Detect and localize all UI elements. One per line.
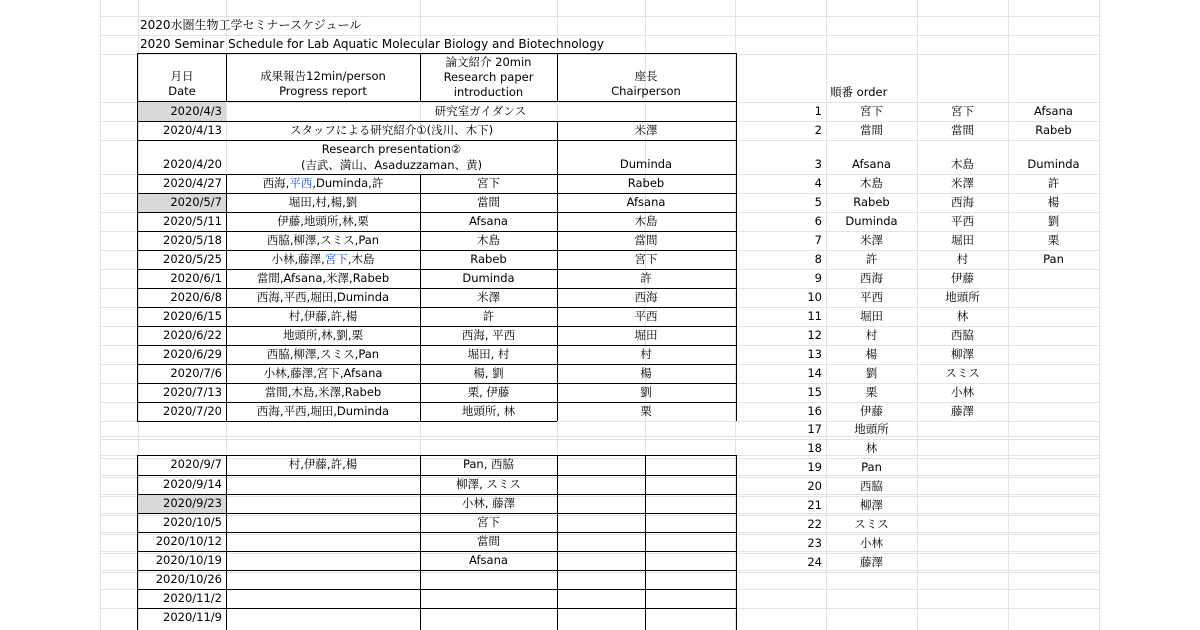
order-number[interactable]: 20 [807, 479, 822, 493]
paper-intro-cell[interactable]: Afsana [469, 214, 508, 228]
order-header[interactable]: 順番 order [830, 85, 888, 99]
paper-intro-cell[interactable]: Pan, 西脇 [462, 457, 515, 471]
paper-intro-cell[interactable]: 楊, 劉 [473, 366, 504, 380]
order-number[interactable]: 13 [807, 347, 822, 361]
highlighted-name: 宮下 [324, 252, 348, 266]
order-number[interactable]: 17 [807, 422, 822, 436]
paper-intro-cell[interactable]: 栗, 伊藤 [467, 385, 510, 399]
order-name-a[interactable]: 柳澤 [860, 498, 883, 512]
date-cell[interactable]: 2020/6/8 [170, 290, 222, 304]
grid-row-line [100, 572, 1099, 573]
order-name-c[interactable]: Rabeb [1035, 123, 1072, 137]
paper-intro-cell[interactable]: 許 [482, 309, 495, 323]
table-border-v [736, 53, 737, 421]
order-name-c[interactable]: Duminda [1027, 157, 1080, 171]
order-number[interactable]: 18 [807, 441, 822, 455]
order-name-b[interactable]: 地頭所 [945, 290, 980, 304]
order-number[interactable]: 4 [814, 176, 822, 190]
date-cell[interactable]: 2020/11/2 [163, 591, 222, 605]
table-border-h [137, 212, 557, 213]
table-border-h [137, 475, 737, 476]
date-cell[interactable]: 2020/5/18 [163, 233, 222, 247]
order-name-c[interactable]: Afsana [1034, 104, 1073, 118]
header-paper-line2: Research paper [443, 70, 534, 84]
merged-event-cell[interactable]: スタッフによる研究紹介①(浅川、木下) [289, 123, 494, 137]
table-border-v [557, 455, 558, 630]
paper-intro-cell[interactable]: Afsana [469, 553, 508, 567]
date-cell[interactable]: 2020/6/15 [163, 309, 222, 323]
table-border-h [557, 269, 737, 270]
date-cell[interactable]: 2020/5/7 [170, 195, 222, 209]
header-paper-cell[interactable] [420, 55, 557, 100]
paper-intro-cell[interactable]: 米澤 [477, 290, 500, 304]
order-name-a[interactable]: スミス [854, 517, 889, 531]
date-cell[interactable]: 2020/6/1 [170, 271, 222, 285]
header-date-cell[interactable] [138, 69, 226, 99]
table-border-v [420, 174, 421, 421]
sheet-title-english[interactable]: 2020 Seminar Schedule for Lab Aquatic Molecular Biology and Biotechnology [140, 37, 604, 51]
order-name-c[interactable]: 栗 [1047, 233, 1060, 247]
order-name-b[interactable]: 伊藤 [951, 271, 974, 285]
header-progress-jp: 成果報告12min/person [260, 69, 386, 83]
order-name-c[interactable]: 許 [1047, 176, 1060, 190]
chairperson-cell[interactable]: 堀田 [634, 328, 658, 342]
order-name-a[interactable]: Afsana [852, 157, 891, 171]
merged-event-cell[interactable]: 研究室ガイダンス [434, 104, 527, 118]
paper-intro-cell[interactable]: 當間 [477, 195, 500, 209]
progress-report-cell[interactable]: 當間,Afsana,米澤,Rabeb [256, 271, 390, 285]
table-border-h [557, 250, 737, 251]
chairperson-cell[interactable]: 米澤 [634, 123, 658, 137]
table-border-v [226, 53, 227, 102]
grid-row-line [100, 496, 1099, 497]
table-border-h [137, 326, 557, 327]
order-name-a[interactable]: 小林 [860, 536, 883, 550]
date-cell[interactable]: 2020/4/3 [170, 104, 222, 118]
table-border-h [137, 288, 557, 289]
table-border-h [557, 212, 737, 213]
date-cell[interactable]: 2020/5/11 [163, 214, 222, 228]
merged-event-line1[interactable]: Research presentation② [321, 142, 462, 156]
paper-intro-cell[interactable]: 宮下 [477, 515, 500, 529]
grid-row-line [100, 54, 1099, 55]
chairperson-cell[interactable]: 楊 [640, 366, 652, 380]
date-cell[interactable]: 2020/4/20 [163, 157, 222, 171]
header-date-jp: 月日 [170, 69, 194, 83]
order-name-a[interactable]: 木島 [860, 176, 883, 190]
order-name-b[interactable]: 柳澤 [951, 347, 974, 361]
table-border-v [420, 53, 421, 102]
date-cell[interactable]: 2020/10/12 [155, 534, 222, 548]
table-border-h [137, 608, 737, 609]
order-name-b[interactable]: 西脇 [951, 328, 974, 342]
order-name-a[interactable]: 許 [865, 252, 878, 266]
date-cell[interactable]: 2020/7/13 [163, 385, 222, 399]
table-border-v [137, 53, 138, 421]
table-border-h [557, 193, 737, 194]
progress-report-cell[interactable] [226, 250, 420, 269]
table-border-h [137, 532, 737, 533]
order-number[interactable]: 1 [814, 104, 822, 118]
table-border-h [137, 402, 557, 403]
order-name-b[interactable]: 村 [956, 252, 969, 266]
table-border-h [557, 364, 737, 365]
order-name-b[interactable]: 西海 [951, 195, 974, 209]
order-name-c[interactable]: 楊 [1047, 195, 1060, 209]
table-border-h [137, 101, 737, 102]
paper-intro-cell[interactable]: 木島 [477, 233, 500, 247]
order-name-b[interactable]: 宮下 [951, 104, 974, 118]
table-border-h [137, 421, 557, 422]
order-name-a[interactable]: 村 [865, 328, 878, 342]
paper-intro-cell[interactable]: 柳澤, スミス [456, 477, 521, 491]
order-name-a[interactable]: 栗 [865, 385, 878, 399]
order-name-a[interactable]: 米澤 [860, 233, 883, 247]
table-border-h [137, 250, 557, 251]
table-border-v [226, 455, 227, 630]
order-name-a[interactable]: 地頭所 [854, 422, 889, 436]
order-name-a[interactable]: 楊 [865, 347, 878, 361]
table-border-h [137, 570, 737, 571]
header-date-en: Date [168, 84, 196, 98]
date-cell[interactable]: 2020/9/14 [163, 477, 222, 491]
progress-report-cell[interactable]: 小林,藤澤,宮下,Afsana [263, 366, 383, 380]
progress-report-cell[interactable]: 地頭所,林,劉,栗 [283, 328, 363, 342]
header-chair-jp: 座長 [634, 69, 658, 83]
table-border-h [137, 174, 737, 175]
table-border-h [557, 326, 737, 327]
order-number[interactable]: 24 [807, 555, 822, 569]
progress-report-cell[interactable]: 堀田,村,楊,劉 [288, 195, 358, 209]
table-border-v [645, 455, 646, 630]
order-name-a[interactable]: 林 [865, 441, 878, 455]
order-number[interactable]: 23 [807, 536, 822, 550]
progress-report-cell[interactable]: 伊藤,地頭所,林,栗 [277, 214, 369, 228]
order-number[interactable]: 14 [807, 366, 822, 380]
progress-report-cell[interactable]: 村,伊藤,許,楊 [288, 309, 358, 323]
header-progress-cell[interactable] [226, 69, 420, 99]
order-name-a[interactable]: 西海 [860, 271, 883, 285]
order-name-b[interactable]: 堀田 [951, 233, 974, 247]
table-border-h [557, 231, 737, 232]
chairperson-cell[interactable]: 村 [640, 347, 652, 361]
progress-report-cell[interactable] [226, 174, 420, 193]
order-name-a[interactable]: 劉 [865, 366, 878, 380]
table-border-h [137, 513, 737, 514]
chairperson-cell[interactable]: 木島 [634, 214, 658, 228]
table-border-h [137, 364, 557, 365]
order-name-b[interactable]: 米澤 [951, 176, 974, 190]
grid-col-line [100, 0, 101, 630]
table-border-h [137, 589, 737, 590]
order-number[interactable]: 16 [807, 404, 822, 418]
date-cell[interactable]: 2020/10/26 [155, 572, 222, 586]
date-cell[interactable]: 2020/10/19 [155, 553, 222, 567]
name-text: ,木島 [347, 252, 375, 266]
order-name-a[interactable]: 堀田 [860, 309, 883, 323]
order-number[interactable]: 12 [807, 328, 822, 342]
order-number[interactable]: 3 [814, 157, 822, 171]
table-border-v [557, 121, 558, 421]
grid-col-line [1099, 0, 1100, 630]
order-number[interactable]: 6 [814, 214, 822, 228]
chairperson-cell[interactable]: 劉 [640, 385, 652, 399]
paper-intro-cell[interactable]: 當間 [477, 534, 500, 548]
order-number[interactable]: 10 [807, 290, 822, 304]
chairperson-cell[interactable]: 平西 [634, 309, 658, 323]
grid-col-line [1008, 0, 1009, 630]
date-cell[interactable]: 2020/5/25 [163, 252, 222, 266]
chairperson-cell[interactable]: 栗 [640, 404, 652, 418]
table-border-h [137, 551, 737, 552]
header-paper-line1: 論文紹介 20min [445, 55, 532, 69]
header-paper-line3: introduction [453, 85, 524, 99]
highlighted-name: 平西 [289, 176, 313, 190]
progress-report-cell[interactable]: 西海,平西,堀田,Duminda [256, 290, 390, 304]
table-border-h [137, 455, 737, 456]
table-border-h [557, 383, 737, 384]
order-number[interactable]: 8 [814, 252, 822, 266]
order-name-a[interactable]: 當間 [860, 123, 883, 137]
paper-intro-cell[interactable]: Rabeb [470, 252, 507, 266]
grid-row-line [100, 534, 1099, 535]
order-name-a[interactable]: 伊藤 [860, 404, 883, 418]
date-cell[interactable]: 2020/11/9 [163, 610, 222, 624]
table-border-h [557, 288, 737, 289]
name-text: 西海, [262, 176, 290, 190]
grid-row-line [100, 436, 1099, 437]
date-cell[interactable]: 2020/4/27 [163, 176, 222, 190]
date-cell[interactable]: 2020/9/7 [170, 457, 222, 471]
paper-intro-cell[interactable]: 西海, 平西 [461, 328, 516, 342]
grid-row-line [100, 439, 1099, 440]
order-name-b[interactable]: スミス [945, 366, 980, 380]
order-number[interactable]: 5 [814, 195, 822, 209]
table-border-v [736, 455, 737, 630]
date-cell[interactable]: 2020/4/13 [163, 123, 222, 137]
order-name-b[interactable]: 林 [956, 309, 969, 323]
order-name-b[interactable]: 木島 [951, 157, 974, 171]
table-border-h [137, 307, 557, 308]
table-border-v [226, 174, 227, 421]
progress-report-cell[interactable]: 西脇,柳澤,スミス,Pan [266, 233, 380, 247]
grid-row-line [100, 477, 1099, 478]
chairperson-cell[interactable]: 宮下 [634, 252, 658, 266]
order-number[interactable]: 9 [814, 271, 822, 285]
order-name-a[interactable]: Duminda [845, 214, 898, 228]
order-number[interactable]: 2 [814, 123, 822, 137]
chairperson-cell[interactable]: 西海 [634, 290, 658, 304]
merged-event-line2[interactable]: (吉武、満山、Asaduzzaman、黄) [300, 158, 483, 172]
order-name-a[interactable]: 宮下 [860, 104, 883, 118]
order-name-b[interactable]: 平西 [951, 214, 974, 228]
name-text: 小林,藤澤, [271, 252, 325, 266]
table-border-v [420, 455, 421, 630]
date-cell[interactable]: 2020/6/29 [163, 347, 222, 361]
order-name-a[interactable]: Pan [861, 460, 882, 474]
order-name-b[interactable]: 藤澤 [951, 404, 974, 418]
order-number[interactable]: 7 [814, 233, 822, 247]
name-text: ,Duminda,許 [312, 176, 384, 190]
progress-report-cell[interactable]: 當間,木島,米澤,Rabeb [264, 385, 382, 399]
table-border-h [557, 307, 737, 308]
order-name-c[interactable]: Pan [1043, 252, 1064, 266]
paper-intro-cell[interactable]: 堀田, 村 [467, 347, 510, 361]
order-name-a[interactable]: 藤澤 [860, 555, 883, 569]
table-border-h [137, 383, 557, 384]
table-border-h [137, 494, 737, 495]
header-chair-en: Chairperson [611, 84, 681, 98]
progress-report-cell[interactable]: 西脇,柳澤,スミス,Pan [266, 347, 380, 361]
date-cell[interactable]: 2020/7/20 [163, 404, 222, 418]
table-border-h [137, 140, 737, 141]
paper-intro-cell[interactable]: 宮下 [477, 176, 500, 190]
date-cell[interactable]: 2020/7/6 [170, 366, 222, 380]
chairperson-cell[interactable]: Afsana [626, 195, 666, 209]
date-cell[interactable]: 2020/10/5 [163, 515, 222, 529]
order-number[interactable]: 21 [807, 498, 822, 512]
order-name-c[interactable]: 劉 [1047, 214, 1060, 228]
order-number[interactable]: 11 [807, 309, 822, 323]
table-border-h [137, 121, 737, 122]
paper-intro-cell[interactable]: 小林, 藤澤 [461, 496, 516, 510]
order-name-a[interactable]: Rabeb [853, 195, 890, 209]
order-number[interactable]: 22 [807, 517, 822, 531]
table-border-h [137, 231, 557, 232]
chairperson-cell[interactable]: 許 [640, 271, 652, 285]
grid-row-line [100, 553, 1099, 554]
paper-intro-cell[interactable]: Duminda [462, 271, 515, 285]
header-chair-cell[interactable] [557, 69, 735, 99]
date-cell[interactable]: 2020/6/22 [163, 328, 222, 342]
grid-row-line [100, 515, 1099, 516]
table-border-h [137, 345, 557, 346]
table-border-h [137, 53, 737, 54]
date-cell[interactable]: 2020/9/23 [163, 496, 222, 510]
order-number[interactable]: 15 [807, 385, 822, 399]
progress-report-cell[interactable]: 村,伊藤,許,楊 [288, 457, 358, 471]
chairperson-cell[interactable]: 當間 [634, 233, 658, 247]
order-number[interactable]: 19 [807, 460, 822, 474]
table-border-h [557, 402, 737, 403]
sheet-title-japanese[interactable]: 2020水圏生物工学セミナースケジュール [140, 18, 362, 32]
table-border-h [137, 269, 557, 270]
chairperson-cell[interactable]: Duminda [619, 157, 673, 171]
order-name-b[interactable]: 當間 [951, 123, 974, 137]
table-border-h [557, 345, 737, 346]
header-progress-en: Progress report [279, 84, 367, 98]
order-name-b[interactable]: 小林 [951, 385, 974, 399]
chairperson-cell[interactable]: Rabeb [627, 176, 665, 190]
table-border-v [557, 53, 558, 102]
paper-intro-cell[interactable]: 地頭所, 林 [461, 404, 516, 418]
progress-report-cell[interactable]: 西海,平西,堀田,Duminda [256, 404, 390, 418]
order-name-a[interactable]: 西脇 [860, 479, 883, 493]
table-border-h [137, 193, 557, 194]
table-border-v [137, 455, 138, 630]
order-name-a[interactable]: 平西 [860, 290, 883, 304]
